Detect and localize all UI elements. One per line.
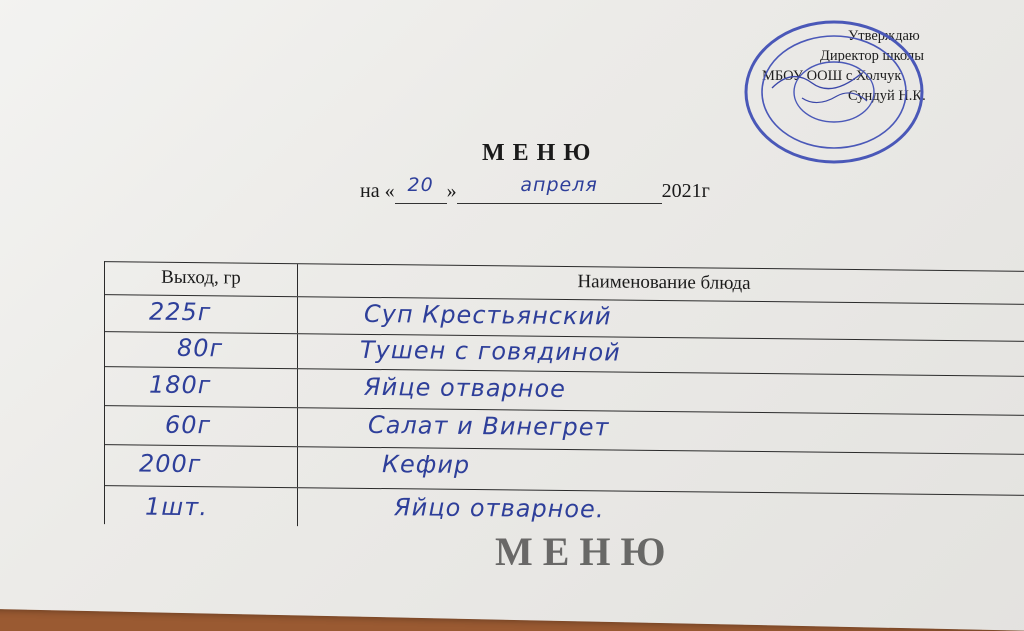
school-stamp xyxy=(742,18,927,166)
approval-line: Сундуй Н.К. xyxy=(848,88,926,104)
portion-cell: 80г xyxy=(177,333,224,363)
date-middle: » xyxy=(446,180,457,202)
date-prefix: на « xyxy=(360,180,395,202)
portion-cell: 60г xyxy=(165,410,212,440)
approval-line: МБОУ ООШ с.Холчук xyxy=(762,68,902,84)
portion-cell: 1шт. xyxy=(145,492,208,522)
date-year: 2021г xyxy=(661,180,710,202)
dish-cell: Тушен с говядиной xyxy=(360,335,621,367)
portion-cell: 200г xyxy=(139,449,202,479)
dish-cell: Яйцо отварное. xyxy=(394,493,605,524)
menu-table xyxy=(104,261,1024,534)
dish-cell: Яйце отварное xyxy=(364,372,566,403)
date-month: апреля xyxy=(520,174,598,196)
header-portion: Выход, гр xyxy=(105,262,298,296)
dish-cell: Салат и Винегрет xyxy=(368,410,610,442)
dish-cell: Кефир xyxy=(382,450,471,479)
portion-cell: 225г xyxy=(149,297,212,327)
bleed-through-text: МЕНЮ xyxy=(495,529,676,574)
date-day: 20 xyxy=(407,174,434,196)
date-line xyxy=(360,174,710,204)
approval-line: Директор школы xyxy=(820,48,924,64)
dish-cell: Суп Крестьянский xyxy=(364,299,612,331)
header-dish: Наименование блюда xyxy=(577,271,751,294)
page-title: МЕНЮ xyxy=(482,140,599,166)
approval-line: Утверждаю xyxy=(848,28,920,44)
portion-cell: 180г xyxy=(149,370,212,400)
